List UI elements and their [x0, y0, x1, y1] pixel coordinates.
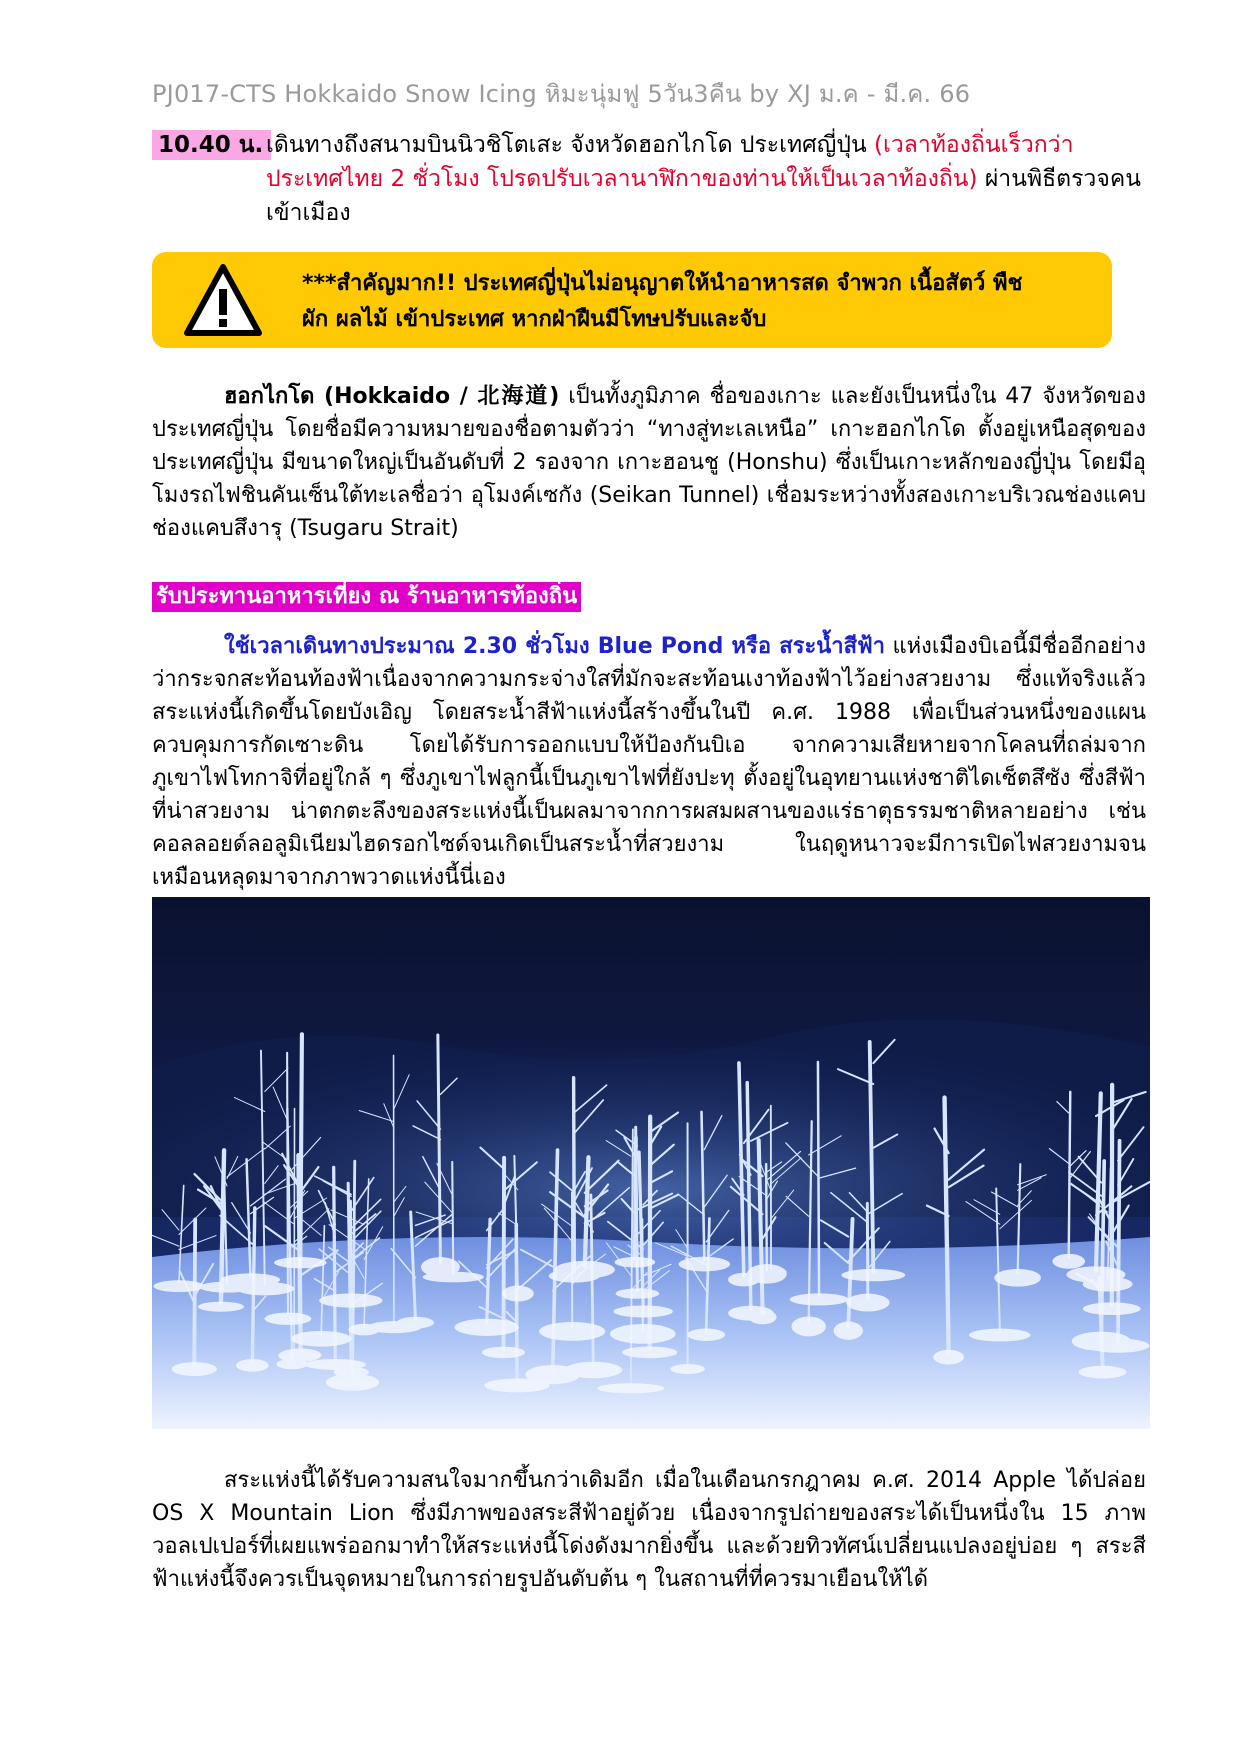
- warning-box: [152, 252, 1112, 348]
- warning-text: [302, 266, 1082, 338]
- snow-mound: [687, 1329, 725, 1341]
- snow-mound: [1067, 1266, 1126, 1283]
- tree-trunk: [574, 1078, 575, 1272]
- snow-mound: [791, 1316, 825, 1336]
- snow-mound: [616, 1288, 660, 1298]
- snow-mound: [749, 1310, 777, 1325]
- snow-mound: [614, 1305, 673, 1317]
- snow-mound: [539, 1322, 605, 1341]
- blue-pond-lead: ใช้เวลาเดินทางประมาณ 2.30 ชั่วโมง Blue Pond หรือ สระน้ำสีฟ้า: [224, 634, 886, 659]
- snow-mound: [236, 1359, 269, 1372]
- warning-line-1: ***สำคัญมาก!! ประเทศญี่ปุ่นไม่อนุญาตให้นำอาหารสด จำพวก เนื้อสัตว์ พืช: [302, 271, 1023, 296]
- snow-mound: [455, 1319, 519, 1336]
- arrival-time-note: (เวลาท้องถิ่นเร็วกว่าประเทศไทย 2 ชั่วโมง โปรดปรับเวลานาฬิกาของท่านให้เป็นเวลาท้องถิ่น): [266, 132, 1074, 192]
- hokkaido-paragraph: [152, 380, 1146, 545]
- snow-mound: [597, 1383, 664, 1393]
- snow-mound: [154, 1280, 205, 1292]
- document-header: PJ017-CTS Hokkaido Snow Icing หิมะนุ่มฟู 5วัน3คืน by XJ ม.ค - มี.ค. 66: [152, 80, 971, 108]
- snow-mound: [265, 1313, 312, 1325]
- snow-mound: [846, 1294, 889, 1312]
- snow-mound: [1083, 1302, 1141, 1315]
- hokkaido-title: ฮอกไกโด (Hokkaido / 北海道): [224, 384, 560, 409]
- snow-mound: [841, 1269, 905, 1281]
- arrival-text-lead: เดินทางถึงสนามบินนิวชิโตเสะ จังหวัดฮอกไกโด ประเทศญี่ปุ่น: [266, 132, 874, 158]
- warning-triangle-icon: [182, 262, 264, 338]
- snow-mound: [1052, 1254, 1085, 1269]
- tree-trunk: [334, 1167, 336, 1360]
- snow-mound: [670, 1364, 705, 1374]
- tree-trunk: [452, 1162, 453, 1273]
- blue-pond-illustration: [152, 897, 1150, 1429]
- arrival-description: [266, 128, 1146, 230]
- tree-trunk: [867, 1203, 868, 1298]
- snow-mound: [326, 1374, 379, 1391]
- hokkaido-body: เป็นทั้งภูมิภาค ชื่อของเกาะ และยังเป็นหนึ่งใน 47 จังหวัดของประเทศญี่ปุ่น โดยชื่อมีความหมายของชื่อตามตัวว่า “ทางสู่ทะเลเหนือ” เกาะฮอกไกโด ตั้งอยู่เหนือสุดของประเทศญี่ปุ่น มีขนาดใหญ่เป็นอันดับที่ 2 รองจาก เกาะฮอนชู (Honshu) ซึ่งเป็นเกาะหลักของญี่ปุ่น โดยมีอุโมงรถไฟชินคันเซ็นใต้ทะเลชื่อว่า อุโมงค์เซกัง (Seikan Tunnel) เชื่อมระหว่างทั้งสองเกาะบริเวณช่องแคบช่องแคบสึงารุ (Tsugaru Strait): [152, 384, 1147, 541]
- snow-mound: [969, 1329, 1031, 1342]
- closing-text: สระแห่งนี้ได้รับความสนใจมากขึ้นกว่าเดิมอีก เมื่อในเดือนกรกฎาคม ค.ศ. 2014 Apple ได้ปล่อย OS X Mountain Lion ซึ่งมีภาพของสระสีฟ้าอยู่ด้วย เนื่องจากรูปถ่ายของสระได้เป็นหนึ่งใน 15 ภาพวอลเปเปอร์ที่เผยแพร่ออกมาทำให้สระแห่งนี้โด่งดังมากยิ่งขึ้น และด้วยทิวทัศน์เปลี่ยนแปลงอยู่บ่อย ๆ สระสีฟ้าแห่งนี้จึงควรเป็นจุดหมายในการถ่ายรูปอันดับต้น ๆ ในสถานที่ที่ควรมาเยือนให้ได้: [152, 1468, 1146, 1592]
- snow-mound: [834, 1322, 863, 1340]
- snow-mound: [1087, 1339, 1150, 1353]
- tree-trunk: [300, 1034, 302, 1258]
- closing-paragraph: [152, 1464, 1146, 1596]
- snow-mound: [421, 1257, 460, 1277]
- lunch-label: รับประทานอาหารเที่ยง ณ ร้านอาหารท้องถิ่น: [152, 582, 581, 612]
- snow-mound: [482, 1347, 525, 1358]
- snow-mound: [291, 1331, 351, 1347]
- snow-mound: [622, 1347, 677, 1359]
- snow-mound: [200, 1282, 255, 1293]
- blue-pond-photo: [152, 897, 1150, 1429]
- snow-mound: [679, 1257, 730, 1272]
- snow-mound: [367, 1321, 422, 1333]
- snow-mound: [1079, 1366, 1127, 1379]
- snow-mound: [610, 1324, 676, 1344]
- tree-trunk: [194, 1219, 195, 1365]
- tree-trunk: [503, 1158, 504, 1349]
- snow-mound: [728, 1273, 760, 1287]
- tree-trunk: [1069, 1092, 1071, 1257]
- snow-mound: [274, 1257, 326, 1268]
- arrival-text-tail: ผ่านพิธีตรวจคนเข้าเมือง: [266, 166, 1141, 226]
- snow-mound: [502, 1286, 534, 1302]
- arrival-time-badge: 10.40 น.: [152, 130, 271, 160]
- snow-mound: [319, 1293, 382, 1307]
- snow-mound: [994, 1269, 1041, 1287]
- tree-trunk: [516, 1224, 517, 1381]
- blue-pond-paragraph: [152, 630, 1146, 894]
- snow-mound: [198, 1302, 244, 1312]
- snow-mound: [172, 1362, 217, 1376]
- snow-mound: [280, 1348, 321, 1361]
- snow-mound: [555, 1261, 615, 1279]
- snow-mound: [484, 1379, 549, 1393]
- snow-mound: [790, 1293, 848, 1305]
- snow-mound: [933, 1350, 964, 1365]
- snow-mound: [615, 1257, 656, 1268]
- blue-pond-body: แห่งเมืองบิเอนี้มีชื่ออีกอย่างว่ากระจกสะท้อนท้องฟ้าเนื่องจากความกระจ่างใสที่มักจะสะท้อนเงาท้องฟ้าไว้อย่างสวยงาม ซึ่งแท้จริงแล้วสระแห่งนี้เกิดขึ้นโดยบังเอิญ โดยสระน้ำสีฟ้าแห่งนี้สร้างขึ้นในปี ค.ศ. 1988 เพื่อเป็นส่วนหนึ่งของแผนควบคุมการกัดเซาะดิน โดยได้รับการออกแบบให้ป้องกันบิเอ จากความเสียหายจากโคลนที่ถล่มจาก ภูเขาไฟโทกาจิที่อยู่ใกล้ ๆ ซึ่งภูเขาไฟลูกนี้เป็นภูเขาไฟที่ยังปะทุ ตั้งอยู่ในอุทยานแห่งชาติไดเซ็ตสึซัง ซึ่งสีฟ้าที่น่าสวยงาม น่าตกตะลึงของสระแห่งนี้เป็นผลมาจากการผสมผสานของแร่ธาตุธรรมชาติหลายอย่าง เช่น คอลลอยด์ลอลูมิเนียมไฮดรอกไซด์จนเกิดเป็นสระน้ำที่สวยงาม ในฤดูหนาวจะมีการเปิดไฟสวยงามจนเหมือนหลุดมาจากภาพวาดแห่งนี้นี่เอง: [152, 634, 1146, 890]
- warning-line-2: ผัก ผลไม้ เข้าประเทศ หากฝ่าฝืนมีโทษปรับและจับ: [302, 307, 767, 332]
